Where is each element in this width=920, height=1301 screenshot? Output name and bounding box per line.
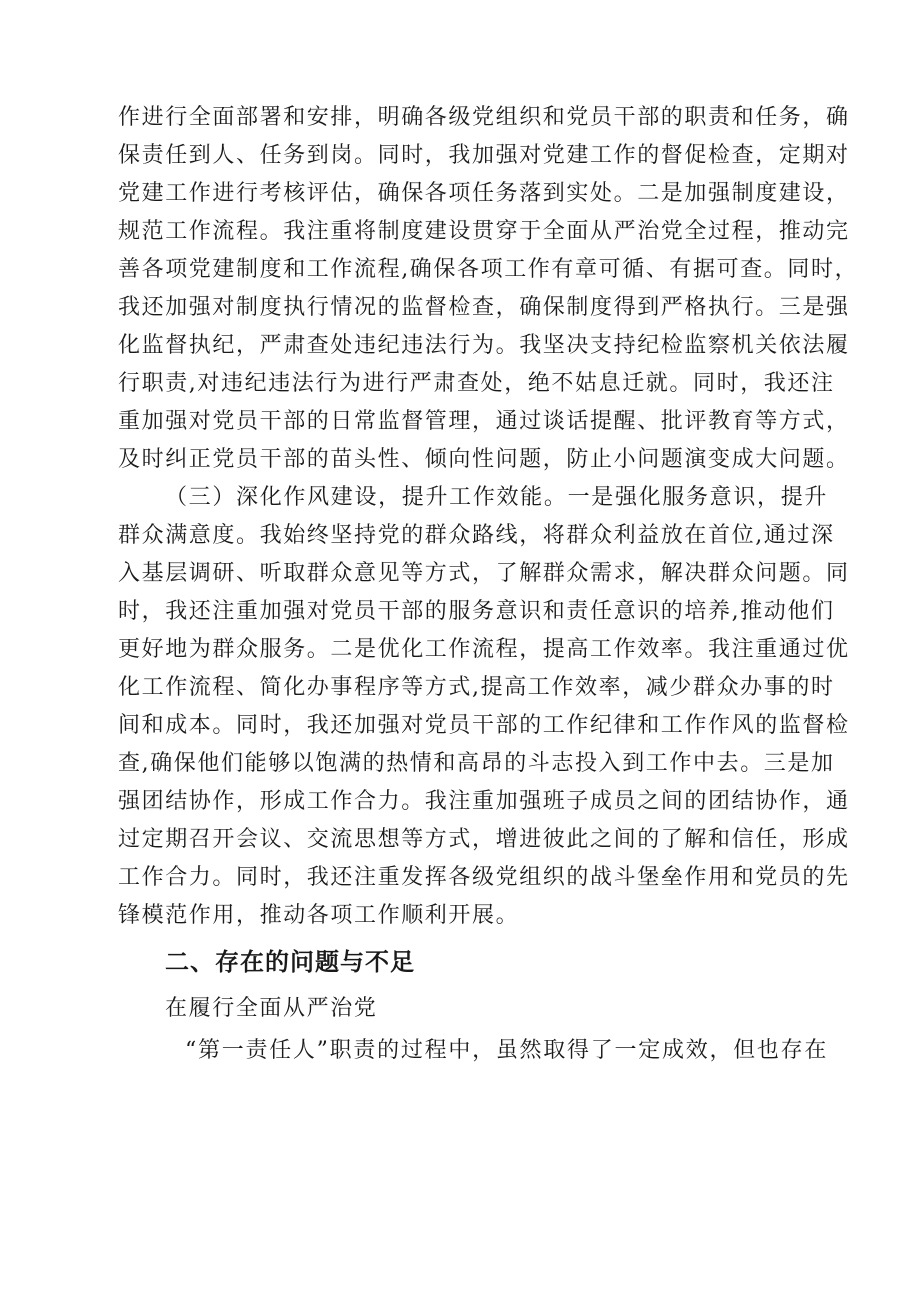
body-line: 间和成本。同时，我还加强对党员干部的工作纪律和工作作风的监督检 bbox=[118, 713, 850, 738]
body-line: 保责任到人、任务到岗。同时，我加强对党建工作的督促检查，定期对 bbox=[118, 143, 850, 168]
section-heading: 二、存在的问题与不足 bbox=[165, 948, 415, 976]
body-line: 党建工作进行考核评估，确保各项任务落到实处。二是加强制度建设， bbox=[118, 181, 850, 206]
body-line: 查,确保他们能够以饱满的热情和高昂的斗志投入到工作中去。三是加 bbox=[118, 751, 835, 776]
body-line: 时，我还注重加强对党员干部的服务意识和责任意识的培养,推动他们 bbox=[118, 599, 835, 624]
body-line: 工作合力。同时，我还注重发挥各级党组织的战斗堡垒作用和党员的先 bbox=[118, 865, 850, 890]
body-line: 重加强对党员干部的日常监督管理，通过谈话提醒、批评教育等方式， bbox=[118, 409, 850, 434]
body-line: 及时纠正党员干部的苗头性、倾向性问题，防止小问题演变成大问题。 bbox=[118, 447, 850, 472]
body-line: 规范工作流程。我注重将制度建设贯穿于全面从严治党全过程，推动完 bbox=[118, 219, 850, 244]
body-line: 过定期召开会议、交流思想等方式，增进彼此之间的了解和信任，形成 bbox=[118, 827, 850, 852]
body-line: 作进行全面部署和安排，明确各级党组织和党员干部的职责和任务，确 bbox=[118, 105, 850, 130]
body-line: 强团结协作，形成工作合力。我注重加强班子成员之间的团结协作，通 bbox=[118, 789, 850, 814]
body-line: 群众满意度。我始终坚持党的群众路线，将群众利益放在首位,通过深 bbox=[118, 523, 835, 548]
body-line: 锋模范作用，推动各项工作顺利开展。 bbox=[118, 903, 520, 928]
body-line: 我还加强对制度执行情况的监督检查，确保制度得到严格执行。三是强 bbox=[118, 295, 850, 320]
body-line: 行职责,对违纪违法行为进行严肃查处，绝不姑息迁就。同时，我还注 bbox=[118, 371, 835, 396]
body-line: 化工作流程、简化办事程序等方式,提高工作效率，减少群众办事的时 bbox=[118, 675, 835, 700]
body-line: 更好地为群众服务。二是优化工作流程，提高工作效率。我注重通过优 bbox=[118, 637, 850, 662]
body-line: 入基层调研、听取群众意见等方式，了解群众需求，解决群众问题。同 bbox=[118, 561, 850, 586]
body-line: 善各项党建制度和工作流程,确保各项工作有章可循、有据可查。同时， bbox=[118, 257, 859, 282]
paragraph-fragment: 在履行全面从严治党 bbox=[165, 996, 378, 1021]
body-line: 化监督执纪，严肃查处违纪违法行为。我坚决支持纪检监察机关依法履 bbox=[118, 333, 850, 358]
section-three-first-line: （三）深化作风建设，提升工作效能。一是强化服务意识，提升 bbox=[165, 485, 828, 510]
paragraph-line: “第一责任人”职责的过程中，虽然取得了一定成效，但也存在 bbox=[185, 1038, 828, 1063]
